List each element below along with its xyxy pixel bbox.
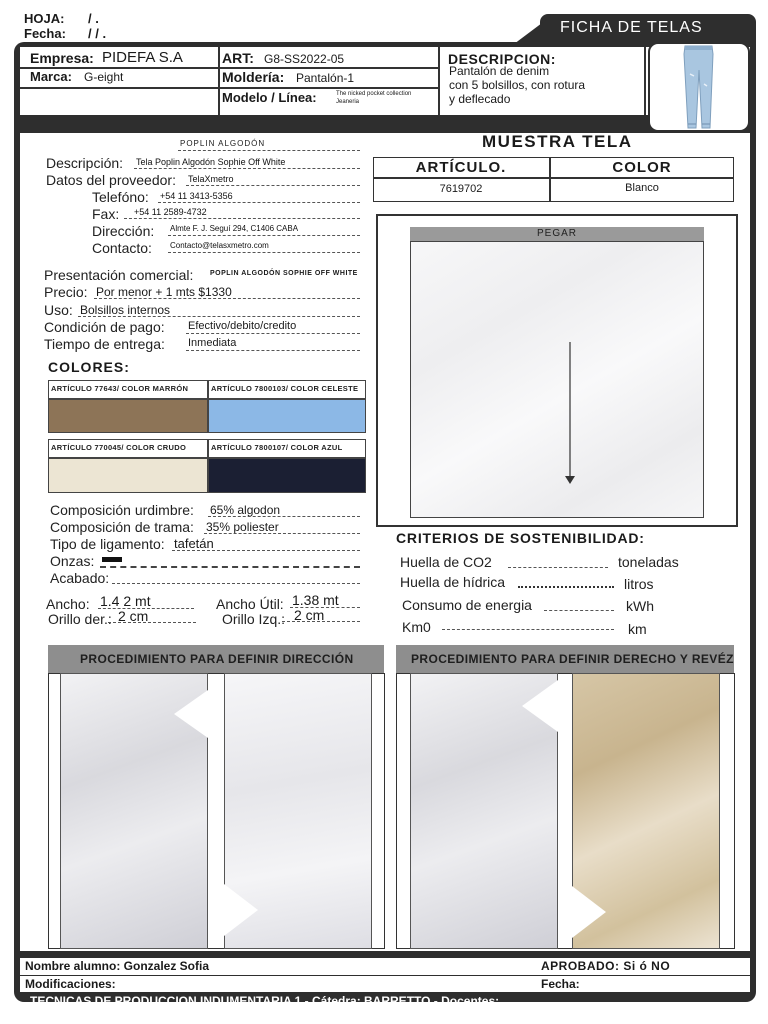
telefono-label: Telefóno:: [92, 189, 149, 205]
modelo-label: Modelo / Línea:: [222, 90, 317, 105]
footer-row-2: [20, 976, 750, 992]
modelo-value: The nicked pocket collection Jeaneria: [336, 91, 412, 105]
color-header: COLOR: [612, 159, 672, 176]
descripcion-line-1: Pantalón de denim: [449, 64, 550, 78]
entrega-line: [186, 350, 360, 351]
orillo-izq-line: [282, 621, 360, 622]
orillo-izq-value: 2 cm: [294, 607, 325, 623]
fabric-name: POPLIN ALGODÓN: [180, 139, 266, 148]
energia-unit: kWh: [626, 598, 654, 614]
hidrica-line: [518, 586, 614, 588]
swatch-label: ARTÍCULO 7800107/ COLOR AZUL: [208, 439, 366, 458]
fabric-sample: [410, 241, 704, 518]
swatch-label: ARTÍCULO 77643/ COLOR MARRÓN: [48, 380, 208, 399]
grid-divider: [644, 47, 646, 115]
acabado-line: [112, 583, 360, 584]
orillo-izq-label: Orillo Izq.:: [222, 611, 286, 627]
art-value: G8-SS2022-05: [264, 52, 345, 66]
telefono-value: +54 11 3413-5356: [160, 191, 233, 201]
modificaciones-label: Modificaciones:: [25, 977, 116, 991]
table-divider: [373, 177, 734, 179]
grid-divider: [218, 47, 220, 115]
descripcion-label: Descripción:: [46, 155, 124, 171]
co2-label: Huella de CO2: [400, 554, 492, 570]
ligamento-line: [172, 550, 360, 551]
energia-line: [544, 610, 614, 611]
swatch-marron: [48, 399, 208, 433]
sostenibilidad-title: CRITERIOS DE SOSTENIBILIDAD:: [396, 530, 645, 546]
entrega-label: Tiempo de entrega:: [44, 336, 165, 352]
swatch-azul: [208, 458, 366, 493]
alumno-label: Nombre alumno: Gonzalez Sofia: [25, 959, 210, 973]
fax-value: +54 11 2589-4732: [134, 207, 207, 217]
swatch-label: ARTÍCULO 7800103/ COLOR CELESTE: [208, 380, 366, 399]
marca-value: G-eight: [84, 70, 124, 84]
energia-label: Consumo de energia: [402, 597, 532, 613]
hidrica-unit: litros: [624, 576, 654, 592]
uso-line: [78, 316, 360, 317]
km0-label: Km0: [402, 619, 431, 635]
pago-line: [186, 333, 360, 334]
descripcion-line: [134, 168, 360, 169]
notch-icon: [572, 886, 606, 938]
sheet-title: FICHA DE TELAS: [560, 19, 703, 36]
contacto-value: Contacto@telasxmetro.com: [170, 241, 269, 250]
fecha-label: Fecha:: [24, 26, 66, 41]
grid-divider: [20, 87, 440, 89]
molderia-value: Pantalón-1: [296, 71, 355, 85]
notch-icon: [174, 690, 208, 738]
precio-value: Por menor + 1 mts $1330: [96, 285, 232, 299]
onzas-label: Onzas:: [50, 553, 95, 569]
swatch-celeste: [208, 399, 366, 433]
fecha-value: / / .: [88, 26, 107, 41]
hoja-label: HOJA:: [24, 11, 65, 26]
urdimbre-line: [208, 516, 360, 517]
proveedor-line: [186, 185, 360, 186]
footer-fecha-label: Fecha:: [541, 977, 580, 991]
contacto-line: [168, 252, 360, 253]
orillo-der-label: Orillo der.:: [48, 611, 112, 627]
descripcion-title: DESCRIPCION:: [448, 51, 556, 67]
contacto-label: Contacto:: [92, 240, 152, 256]
pago-label: Condición de pago:: [44, 319, 165, 335]
ancho-label: Ancho:: [46, 596, 90, 612]
urdimbre-label: Composición urdimbre:: [50, 502, 194, 518]
km0-unit: km: [628, 621, 647, 637]
empresa-value: PIDEFA S.A: [102, 49, 183, 66]
acabado-label: Acabado:: [50, 570, 110, 586]
swatch-crudo: [48, 458, 208, 493]
proveedor-value: TelaXmetro: [188, 174, 234, 184]
arrow-down-icon: [562, 342, 578, 486]
telefono-line: [158, 202, 360, 203]
km0-line: [442, 629, 614, 630]
direccion-label: Dirección:: [92, 223, 155, 239]
ligamento-value: tafetán: [174, 536, 214, 551]
onzas-line: [100, 566, 360, 568]
uso-label: Uso:: [44, 302, 73, 318]
color-value: Blanco: [625, 182, 659, 194]
orillo-der-value: 2 cm: [118, 608, 149, 624]
ligamento-label: Tipo de ligamento:: [50, 536, 165, 552]
proc-derecho-header: PROCEDIMIENTO PARA DEFINIR DERECHO Y REVÉZ: [396, 645, 734, 673]
empresa-label: Empresa:: [30, 50, 94, 66]
swatch-label: ARTÍCULO 770045/ COLOR CRUDO: [48, 439, 208, 458]
grid-divider: [438, 47, 440, 115]
proc-direccion-header: PROCEDIMIENTO PARA DEFINIR DIRECCIÓN: [48, 645, 384, 673]
descripcion-line-2: con 5 bolsillos, con rotura: [449, 78, 586, 92]
sheet-title-tab-slant: [514, 14, 554, 44]
colores-title: COLORES:: [48, 359, 130, 375]
ancho-util-value: 1.38 mt: [292, 592, 339, 608]
hidrica-label: Huella de hídrica: [400, 574, 506, 590]
descripcion-line-3: y deflecado: [449, 92, 511, 106]
jeans-icon: [650, 44, 748, 130]
uso-value: Bolsillos internos: [80, 303, 171, 317]
direccion-line: [168, 235, 360, 236]
urdimbre-value: 65% algodon: [210, 503, 281, 517]
precio-line: [94, 298, 360, 299]
info-bottom-bar: [20, 115, 750, 133]
trama-label: Composición de trama:: [50, 519, 194, 535]
co2-unit: toneladas: [618, 554, 679, 570]
ancho-value: 1.4 2 mt: [100, 593, 151, 609]
aprobado-label: APROBADO: Si ó NO: [541, 959, 671, 973]
descripcion-value: Tela Poplin Algodón Sophie Off White: [136, 157, 286, 167]
hoja-value: / .: [88, 11, 99, 26]
molderia-label: Moldería:: [222, 69, 285, 85]
art-label: ART:: [222, 50, 254, 66]
direccion-value: Almte F. J. Seguí 294, C1406 CABA: [170, 224, 299, 233]
pago-value: Efectivo/debito/credito: [188, 320, 297, 332]
trama-line: [204, 533, 360, 534]
muestra-title: MUESTRA TELA: [482, 132, 633, 151]
presentacion-value: POPLIN ALGODÓN SOPHIE OFF WHITE: [210, 270, 358, 277]
precio-label: Precio:: [44, 284, 88, 300]
entrega-value: Inmediata: [188, 337, 237, 349]
articulo-header: ARTÍCULO.: [415, 159, 507, 176]
notch-icon: [224, 884, 258, 936]
onzas-mark: [102, 557, 122, 562]
presentacion-label: Presentación comercial:: [44, 267, 194, 283]
proveedor-label: Datos del proveedor:: [46, 172, 176, 188]
notch-icon: [522, 680, 558, 732]
fabric-name-line: [178, 150, 360, 151]
product-image: [648, 42, 750, 132]
catedra-text: TECNICAS DE PRODUCCION INDUMENTARIA 1 - Cátedra: BARRETTO - Docentes:: [30, 994, 500, 1008]
co2-line: [508, 567, 608, 568]
fax-line: [124, 218, 360, 219]
orillo-der-line: [108, 622, 196, 623]
fax-label: Fax:: [92, 206, 120, 222]
articulo-value: 7619702: [439, 183, 483, 195]
marca-label: Marca:: [30, 69, 72, 84]
ancho-util-label: Ancho Útil:: [216, 596, 284, 612]
trama-value: 35% poliester: [206, 520, 279, 534]
pegar-label: PEGAR: [410, 227, 704, 241]
